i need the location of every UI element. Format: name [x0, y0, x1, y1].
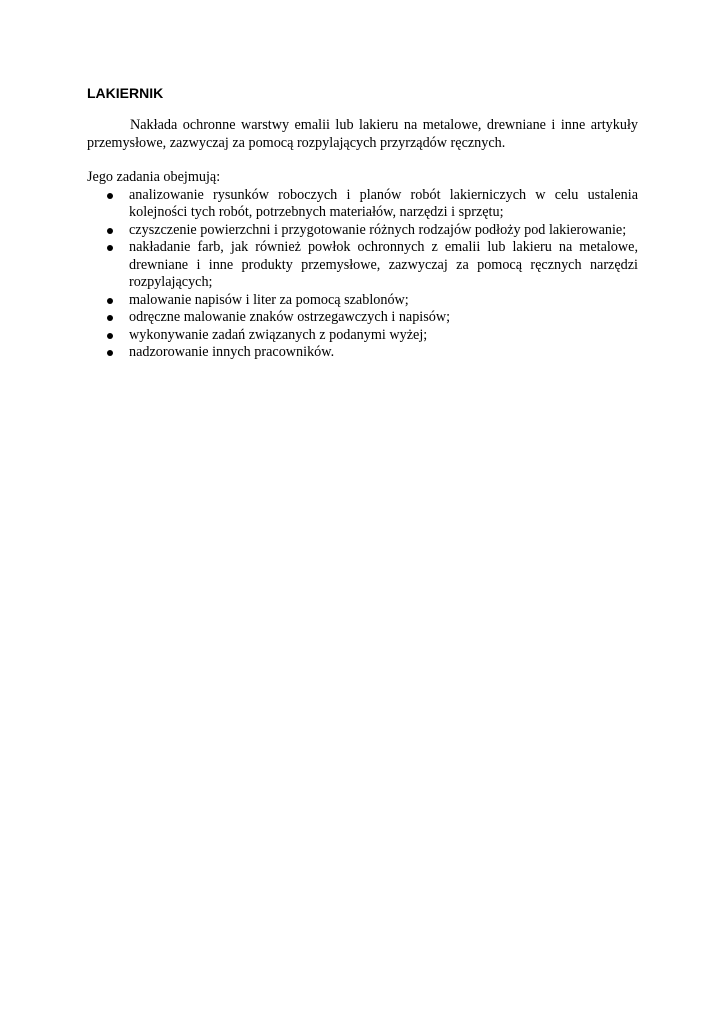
- duty-item: [87, 222, 638, 240]
- duty-text: odręczne malowanie znaków ostrzegawczych i napisów;: [129, 309, 451, 325]
- duty-item: [87, 327, 638, 345]
- duty-text: wykonywanie zadań związanych z podanymi wyżej;: [129, 326, 428, 343]
- intro-paragraph: Nakłada ochronne warstwy emalii lub lakieru na metalowe, drewniane i inne artykuły przemysłowe, zazwyczaj za pomocą rozpylających przyrządów ręcznych.: [87, 117, 638, 151]
- duty-item: [87, 344, 638, 362]
- duties-list: [87, 187, 638, 362]
- duty-item: [87, 309, 638, 327]
- bullet-icon: [107, 245, 113, 251]
- bullet-icon: [107, 298, 113, 304]
- duty-text: nakładanie farb, jak również powłok ochronnych z emalii lub lakieru na metalowe, drewniane i inne produkty przemysłowe, zazwyczaj za pomocą ręcznych narzędzi rozpylających;: [129, 239, 638, 290]
- duties-lead: Jego zadania obejmują:: [87, 169, 221, 185]
- bullet-icon: [107, 333, 113, 339]
- duty-item: [87, 292, 638, 310]
- bullet-icon: [107, 193, 113, 199]
- document-body: [87, 84, 638, 362]
- bullet-icon: [107, 228, 113, 234]
- duty-text: nadzorowanie innych pracowników.: [129, 344, 335, 360]
- bullet-icon: [107, 315, 113, 321]
- bullet-icon: [107, 350, 113, 356]
- duty-text: analizowanie rysunków roboczych i planów robót lakierniczych w celu ustalenia kolejności tych robót, potrzebnych materiałów, narzędzi i sprzętu;: [129, 186, 638, 220]
- document-title: LAKIERNIK: [87, 85, 164, 101]
- duty-text: czyszczenie powierzchni i przygotowanie różnych rodzajów podłoży pod lakierowanie;: [129, 221, 627, 238]
- duty-item: [87, 239, 638, 292]
- duty-item: [87, 187, 638, 222]
- duty-text: malowanie napisów i liter za pomocą szablonów;: [129, 291, 409, 308]
